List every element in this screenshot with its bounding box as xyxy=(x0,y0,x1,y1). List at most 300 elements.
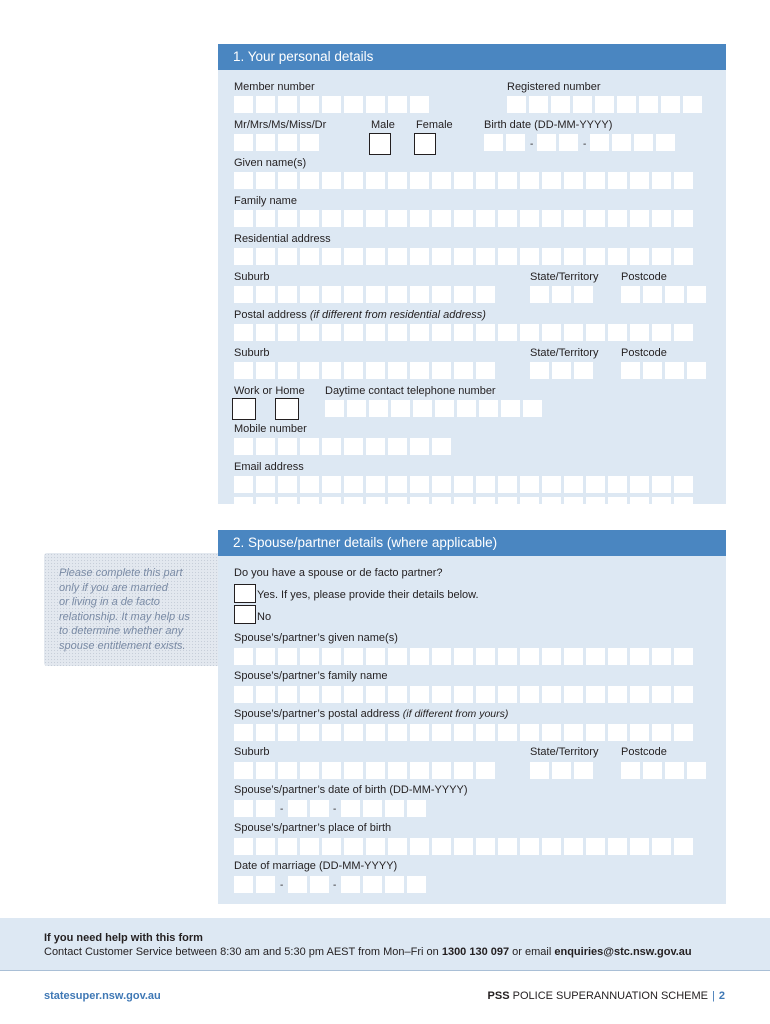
character-box[interactable] xyxy=(344,172,363,189)
character-box[interactable] xyxy=(529,96,548,113)
character-box[interactable] xyxy=(564,724,583,741)
character-box[interactable] xyxy=(665,286,684,303)
character-box[interactable] xyxy=(344,248,363,265)
character-box[interactable] xyxy=(300,476,319,493)
character-box[interactable] xyxy=(322,476,341,493)
character-box[interactable] xyxy=(407,876,426,893)
character-box[interactable] xyxy=(256,210,275,227)
character-box[interactable] xyxy=(391,400,410,417)
character-box[interactable] xyxy=(388,362,407,379)
character-box[interactable] xyxy=(410,362,429,379)
character-box[interactable] xyxy=(432,686,451,703)
member-number-input[interactable] xyxy=(234,96,429,113)
character-box[interactable] xyxy=(542,248,561,265)
character-box[interactable] xyxy=(612,134,631,151)
character-box[interactable] xyxy=(454,362,473,379)
character-box[interactable] xyxy=(652,497,671,514)
character-box[interactable] xyxy=(256,838,275,855)
character-box[interactable] xyxy=(586,210,605,227)
character-box[interactable] xyxy=(643,762,662,779)
postcode-input[interactable] xyxy=(621,286,706,303)
character-box[interactable] xyxy=(498,648,517,665)
character-box[interactable] xyxy=(278,724,297,741)
character-box[interactable] xyxy=(586,648,605,665)
character-box[interactable] xyxy=(278,210,297,227)
character-box[interactable] xyxy=(639,96,658,113)
character-box[interactable] xyxy=(432,497,451,514)
character-box[interactable] xyxy=(498,324,517,341)
character-box[interactable] xyxy=(234,476,253,493)
character-box[interactable] xyxy=(278,838,297,855)
character-box[interactable] xyxy=(652,172,671,189)
character-box[interactable] xyxy=(564,324,583,341)
character-box[interactable] xyxy=(542,686,561,703)
character-box[interactable] xyxy=(630,476,649,493)
character-box[interactable] xyxy=(410,762,429,779)
character-box[interactable] xyxy=(432,438,451,455)
character-box[interactable] xyxy=(630,838,649,855)
spouse-state-territory-input[interactable] xyxy=(530,762,593,779)
character-box[interactable] xyxy=(234,800,253,817)
character-box[interactable] xyxy=(687,762,706,779)
character-box[interactable] xyxy=(586,248,605,265)
character-box[interactable] xyxy=(574,762,593,779)
character-box[interactable] xyxy=(300,134,319,151)
character-box[interactable] xyxy=(498,686,517,703)
character-box[interactable] xyxy=(590,134,609,151)
character-box[interactable] xyxy=(341,800,360,817)
character-box[interactable] xyxy=(506,134,525,151)
character-box[interactable] xyxy=(278,686,297,703)
character-box[interactable] xyxy=(608,686,627,703)
character-box[interactable] xyxy=(413,400,432,417)
character-box[interactable] xyxy=(674,724,693,741)
spouse-no-checkbox[interactable] xyxy=(234,605,256,624)
character-box[interactable] xyxy=(366,438,385,455)
character-box[interactable] xyxy=(454,286,473,303)
character-box[interactable] xyxy=(454,324,473,341)
character-box[interactable] xyxy=(322,724,341,741)
birth-date-day-input[interactable] xyxy=(484,134,525,151)
character-box[interactable] xyxy=(278,286,297,303)
character-box[interactable] xyxy=(454,762,473,779)
character-box[interactable] xyxy=(410,724,429,741)
character-box[interactable] xyxy=(363,800,382,817)
character-box[interactable] xyxy=(234,172,253,189)
character-box[interactable] xyxy=(322,210,341,227)
character-box[interactable] xyxy=(454,838,473,855)
character-box[interactable] xyxy=(322,438,341,455)
character-box[interactable] xyxy=(498,248,517,265)
character-box[interactable] xyxy=(520,324,539,341)
character-box[interactable] xyxy=(435,400,454,417)
character-box[interactable] xyxy=(454,172,473,189)
character-box[interactable] xyxy=(432,324,451,341)
character-box[interactable] xyxy=(410,248,429,265)
character-box[interactable] xyxy=(344,324,363,341)
character-box[interactable] xyxy=(476,762,495,779)
character-box[interactable] xyxy=(366,96,385,113)
character-box[interactable] xyxy=(388,648,407,665)
character-box[interactable] xyxy=(564,838,583,855)
character-box[interactable] xyxy=(300,286,319,303)
character-box[interactable] xyxy=(344,686,363,703)
character-box[interactable] xyxy=(586,724,605,741)
character-box[interactable] xyxy=(520,686,539,703)
character-box[interactable] xyxy=(542,476,561,493)
character-box[interactable] xyxy=(234,838,253,855)
character-box[interactable] xyxy=(344,762,363,779)
character-box[interactable] xyxy=(595,96,614,113)
character-box[interactable] xyxy=(388,497,407,514)
character-box[interactable] xyxy=(608,248,627,265)
character-box[interactable] xyxy=(608,324,627,341)
character-box[interactable] xyxy=(344,476,363,493)
spouse-postcode-input[interactable] xyxy=(621,762,706,779)
marriage-date-day-input[interactable] xyxy=(234,876,275,893)
character-box[interactable] xyxy=(388,838,407,855)
spouse-dob-year-input[interactable] xyxy=(341,800,426,817)
character-box[interactable] xyxy=(410,497,429,514)
character-box[interactable] xyxy=(498,476,517,493)
character-box[interactable] xyxy=(520,838,539,855)
character-box[interactable] xyxy=(256,362,275,379)
character-box[interactable] xyxy=(234,324,253,341)
character-box[interactable] xyxy=(476,324,495,341)
character-box[interactable] xyxy=(661,96,680,113)
character-box[interactable] xyxy=(388,210,407,227)
male-checkbox[interactable] xyxy=(369,133,391,155)
character-box[interactable] xyxy=(432,172,451,189)
character-box[interactable] xyxy=(234,724,253,741)
marriage-date-year-input[interactable] xyxy=(341,876,426,893)
character-box[interactable] xyxy=(501,400,520,417)
character-box[interactable] xyxy=(256,686,275,703)
character-box[interactable] xyxy=(410,438,429,455)
character-box[interactable] xyxy=(278,438,297,455)
character-box[interactable] xyxy=(432,362,451,379)
character-box[interactable] xyxy=(322,362,341,379)
character-box[interactable] xyxy=(388,438,407,455)
character-box[interactable] xyxy=(432,210,451,227)
character-box[interactable] xyxy=(432,838,451,855)
character-box[interactable] xyxy=(234,648,253,665)
character-box[interactable] xyxy=(344,286,363,303)
character-box[interactable] xyxy=(542,648,561,665)
character-box[interactable] xyxy=(630,324,649,341)
character-box[interactable] xyxy=(652,838,671,855)
character-box[interactable] xyxy=(256,876,275,893)
character-box[interactable] xyxy=(608,838,627,855)
character-box[interactable] xyxy=(457,400,476,417)
character-box[interactable] xyxy=(347,400,366,417)
character-box[interactable] xyxy=(288,876,307,893)
character-box[interactable] xyxy=(542,324,561,341)
character-box[interactable] xyxy=(322,838,341,855)
character-box[interactable] xyxy=(674,648,693,665)
character-box[interactable] xyxy=(542,724,561,741)
character-box[interactable] xyxy=(652,324,671,341)
character-box[interactable] xyxy=(498,497,517,514)
character-box[interactable] xyxy=(564,497,583,514)
character-box[interactable] xyxy=(652,248,671,265)
character-box[interactable] xyxy=(586,686,605,703)
character-box[interactable] xyxy=(454,210,473,227)
character-box[interactable] xyxy=(551,96,570,113)
character-box[interactable] xyxy=(256,724,275,741)
character-box[interactable] xyxy=(674,324,693,341)
character-box[interactable] xyxy=(256,286,275,303)
character-box[interactable] xyxy=(310,876,329,893)
character-box[interactable] xyxy=(322,686,341,703)
birth-date-year-input[interactable] xyxy=(590,134,675,151)
state-territory-input[interactable] xyxy=(530,286,593,303)
character-box[interactable] xyxy=(652,210,671,227)
character-box[interactable] xyxy=(278,172,297,189)
marriage-date-month-input[interactable] xyxy=(288,876,329,893)
character-box[interactable] xyxy=(687,362,706,379)
character-box[interactable] xyxy=(630,497,649,514)
character-box[interactable] xyxy=(344,96,363,113)
given-names-input[interactable] xyxy=(234,172,693,189)
character-box[interactable] xyxy=(366,362,385,379)
character-box[interactable] xyxy=(652,648,671,665)
character-box[interactable] xyxy=(432,286,451,303)
character-box[interactable] xyxy=(520,724,539,741)
character-box[interactable] xyxy=(234,762,253,779)
character-box[interactable] xyxy=(476,838,495,855)
character-box[interactable] xyxy=(674,686,693,703)
character-box[interactable] xyxy=(656,134,675,151)
character-box[interactable] xyxy=(366,476,385,493)
postal-postcode-input[interactable] xyxy=(621,362,706,379)
character-box[interactable] xyxy=(366,497,385,514)
character-box[interactable] xyxy=(586,497,605,514)
character-box[interactable] xyxy=(476,724,495,741)
character-box[interactable] xyxy=(234,248,253,265)
character-box[interactable] xyxy=(344,724,363,741)
character-box[interactable] xyxy=(542,172,561,189)
character-box[interactable] xyxy=(388,172,407,189)
help-phone[interactable]: 1300 130 097 xyxy=(441,946,510,958)
email-address-input-line-2[interactable] xyxy=(234,497,693,514)
family-name-input[interactable] xyxy=(234,210,693,227)
character-box[interactable] xyxy=(552,762,571,779)
character-box[interactable] xyxy=(432,762,451,779)
character-box[interactable] xyxy=(300,248,319,265)
character-box[interactable] xyxy=(552,286,571,303)
character-box[interactable] xyxy=(256,172,275,189)
character-box[interactable] xyxy=(256,476,275,493)
character-box[interactable] xyxy=(520,476,539,493)
work-checkbox[interactable] xyxy=(232,398,256,420)
suburb-input[interactable] xyxy=(234,286,495,303)
character-box[interactable] xyxy=(520,497,539,514)
character-box[interactable] xyxy=(322,286,341,303)
character-box[interactable] xyxy=(388,248,407,265)
character-box[interactable] xyxy=(507,96,526,113)
character-box[interactable] xyxy=(674,210,693,227)
female-checkbox[interactable] xyxy=(414,133,436,155)
character-box[interactable] xyxy=(523,400,542,417)
character-box[interactable] xyxy=(344,210,363,227)
character-box[interactable] xyxy=(564,476,583,493)
character-box[interactable] xyxy=(630,648,649,665)
character-box[interactable] xyxy=(300,438,319,455)
character-box[interactable] xyxy=(643,286,662,303)
character-box[interactable] xyxy=(366,686,385,703)
character-box[interactable] xyxy=(608,476,627,493)
character-box[interactable] xyxy=(574,286,593,303)
character-box[interactable] xyxy=(674,248,693,265)
character-box[interactable] xyxy=(322,324,341,341)
character-box[interactable] xyxy=(388,96,407,113)
character-box[interactable] xyxy=(476,248,495,265)
character-box[interactable] xyxy=(586,838,605,855)
character-box[interactable] xyxy=(256,248,275,265)
character-box[interactable] xyxy=(454,724,473,741)
character-box[interactable] xyxy=(256,438,275,455)
character-box[interactable] xyxy=(341,876,360,893)
character-box[interactable] xyxy=(234,362,253,379)
character-box[interactable] xyxy=(300,686,319,703)
character-box[interactable] xyxy=(256,648,275,665)
character-box[interactable] xyxy=(344,438,363,455)
character-box[interactable] xyxy=(630,724,649,741)
character-box[interactable] xyxy=(344,362,363,379)
character-box[interactable] xyxy=(256,324,275,341)
character-box[interactable] xyxy=(674,497,693,514)
character-box[interactable] xyxy=(366,762,385,779)
character-box[interactable] xyxy=(256,96,275,113)
character-box[interactable] xyxy=(325,400,344,417)
character-box[interactable] xyxy=(366,838,385,855)
help-email-link[interactable]: enquiries@stc.nsw.gov.au xyxy=(554,946,692,958)
character-box[interactable] xyxy=(385,800,404,817)
character-box[interactable] xyxy=(564,686,583,703)
character-box[interactable] xyxy=(234,438,253,455)
character-box[interactable] xyxy=(530,286,549,303)
character-box[interactable] xyxy=(665,762,684,779)
character-box[interactable] xyxy=(278,248,297,265)
spouse-given-names-input[interactable] xyxy=(234,648,693,665)
character-box[interactable] xyxy=(586,172,605,189)
spouse-suburb-input[interactable] xyxy=(234,762,495,779)
character-box[interactable] xyxy=(476,648,495,665)
character-box[interactable] xyxy=(552,362,571,379)
character-box[interactable] xyxy=(310,800,329,817)
character-box[interactable] xyxy=(542,210,561,227)
character-box[interactable] xyxy=(608,724,627,741)
character-box[interactable] xyxy=(683,96,702,113)
character-box[interactable] xyxy=(366,324,385,341)
character-box[interactable] xyxy=(498,838,517,855)
character-box[interactable] xyxy=(256,134,275,151)
character-box[interactable] xyxy=(621,762,640,779)
spouse-family-name-input[interactable] xyxy=(234,686,693,703)
character-box[interactable] xyxy=(476,210,495,227)
character-box[interactable] xyxy=(652,476,671,493)
email-address-input-line-1[interactable] xyxy=(234,476,693,493)
character-box[interactable] xyxy=(322,648,341,665)
character-box[interactable] xyxy=(634,134,653,151)
character-box[interactable] xyxy=(300,324,319,341)
character-box[interactable] xyxy=(366,210,385,227)
character-box[interactable] xyxy=(484,134,503,151)
home-checkbox[interactable] xyxy=(275,398,299,420)
character-box[interactable] xyxy=(574,362,593,379)
character-box[interactable] xyxy=(300,762,319,779)
character-box[interactable] xyxy=(278,648,297,665)
character-box[interactable] xyxy=(476,172,495,189)
character-box[interactable] xyxy=(564,248,583,265)
character-box[interactable] xyxy=(278,476,297,493)
character-box[interactable] xyxy=(300,172,319,189)
character-box[interactable] xyxy=(278,324,297,341)
character-box[interactable] xyxy=(278,96,297,113)
character-box[interactable] xyxy=(410,210,429,227)
registered-number-input[interactable] xyxy=(507,96,702,113)
character-box[interactable] xyxy=(234,497,253,514)
character-box[interactable] xyxy=(537,134,556,151)
character-box[interactable] xyxy=(498,172,517,189)
character-box[interactable] xyxy=(564,210,583,227)
character-box[interactable] xyxy=(322,762,341,779)
character-box[interactable] xyxy=(410,286,429,303)
character-box[interactable] xyxy=(322,96,341,113)
character-box[interactable] xyxy=(344,648,363,665)
character-box[interactable] xyxy=(366,172,385,189)
character-box[interactable] xyxy=(256,800,275,817)
character-box[interactable] xyxy=(674,476,693,493)
character-box[interactable] xyxy=(586,324,605,341)
character-box[interactable] xyxy=(234,286,253,303)
character-box[interactable] xyxy=(608,648,627,665)
character-box[interactable] xyxy=(278,762,297,779)
character-box[interactable] xyxy=(388,286,407,303)
spouse-place-of-birth-input[interactable] xyxy=(234,838,693,855)
character-box[interactable] xyxy=(564,172,583,189)
character-box[interactable] xyxy=(665,362,684,379)
character-box[interactable] xyxy=(432,476,451,493)
character-box[interactable] xyxy=(687,286,706,303)
character-box[interactable] xyxy=(388,762,407,779)
character-box[interactable] xyxy=(344,838,363,855)
character-box[interactable] xyxy=(410,172,429,189)
character-box[interactable] xyxy=(300,648,319,665)
character-box[interactable] xyxy=(542,497,561,514)
character-box[interactable] xyxy=(234,210,253,227)
character-box[interactable] xyxy=(385,876,404,893)
character-box[interactable] xyxy=(278,362,297,379)
mobile-number-input[interactable] xyxy=(234,438,451,455)
character-box[interactable] xyxy=(498,210,517,227)
character-box[interactable] xyxy=(278,134,297,151)
character-box[interactable] xyxy=(454,648,473,665)
character-box[interactable] xyxy=(234,686,253,703)
character-box[interactable] xyxy=(322,248,341,265)
character-box[interactable] xyxy=(630,248,649,265)
postal-address-input[interactable] xyxy=(234,324,693,341)
character-box[interactable] xyxy=(454,497,473,514)
character-box[interactable] xyxy=(300,838,319,855)
character-box[interactable] xyxy=(520,210,539,227)
character-box[interactable] xyxy=(322,172,341,189)
character-box[interactable] xyxy=(388,724,407,741)
character-box[interactable] xyxy=(617,96,636,113)
character-box[interactable] xyxy=(621,362,640,379)
character-box[interactable] xyxy=(608,210,627,227)
